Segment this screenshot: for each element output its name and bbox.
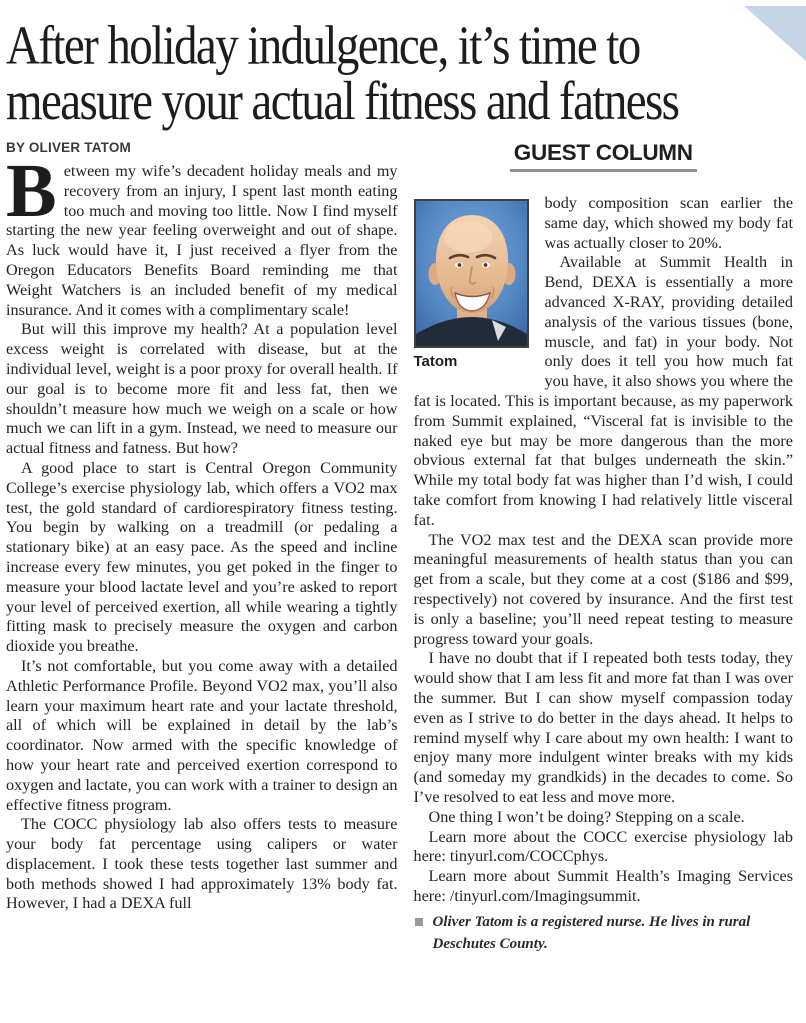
paragraph-11: Learn more about the COCC exercise physiology lab here: tinyurl.com/COCCphys. xyxy=(413,827,793,866)
paragraph-1-text: etween my wife’s decadent holiday meals and my recovery from an injury, I spent last month eating too much and moving too little. Now I find myself starting the new year feeling overweight and out of shape. As luck would have it, I just received a flyer from the Oregon Educators Benefits Board reminding me that Weight Watchers is an included benefit of my medical insurance. And it comes with a complimentary scale! xyxy=(6,162,398,319)
author-bio-text: Oliver Tatom is a registered nurse. He lives in rural Deschutes County. xyxy=(432,913,751,952)
author-bio-note xyxy=(414,911,794,955)
article-headline xyxy=(0,0,806,132)
right-column xyxy=(414,140,794,955)
paragraph-2: But will this improve my health? At a population level excess weight is correlated with disease, but at the individual level, weight is a poor proxy for overall health. If our goal is to become more fit and less fat, then we shouldn’t measure how much we weigh on a scale or how much we can lift in a gym. Instead, we need to measure our actual fitness and fatness. But how? xyxy=(6,320,398,458)
author-photo-block xyxy=(414,199,529,370)
paragraph-10: One thing I won’t be doing? Stepping on a scale. xyxy=(428,807,745,826)
paragraph-12: Learn more about Summit Health’s Imaging Services here: /tinyurl.com/Imagingsummit. xyxy=(413,867,793,905)
paragraph-9: I have no doubt that if I repeated both tests today, they would show that I am less fit and more fat than I was over the summer. But I can show myself compassion today even as I strive to do better in the days ahead. It helps to remind myself why I care about my own health: I want to enjoy many more indulgent winter breaks with my kids (and someday my grandkids) in the decades to come. So I’ve resolved to eat less and move more. xyxy=(413,649,793,806)
square-bullet-icon xyxy=(415,918,423,926)
headline-line-2: measure your actual fitness and fatness xyxy=(6,70,679,133)
left-column xyxy=(6,140,398,955)
paragraph-6: body composition scan earlier the same day, which showed my body fat was actually closer to 20%. xyxy=(544,194,793,252)
headline-line-1: After holiday indulgence, it’s time to xyxy=(6,15,640,77)
guest-column-label: GUEST COLUMN xyxy=(510,140,697,172)
drop-cap: B xyxy=(6,149,57,233)
paragraph-1 xyxy=(6,149,398,320)
portrait-illustration xyxy=(416,201,527,346)
paragraph-5: The COCC physiology lab also offers tests to measure your body fat percentage using calipers or water displacement. I took these tests together last summer and both methods showed I had approximately 13% body fat. However, I had a DEXA full xyxy=(6,815,398,913)
article-columns xyxy=(0,140,806,955)
paragraph-7: Available at Summit Health in Bend, DEXA is essentially a more advanced X-RAY, providing detailed analysis of the various tissues (bone, muscle, and fat) in your body. Not only does it tell you how much fat you have, it also shows you where the fat is located. This is important because, as my paperwork from Summit explained, “Visceral fat is invisible to the naked eye but may be more dangerous than the more obvious external fat that bulges underneath the skin.” While my total body fat was higher than I’d wish, I could take comfort from knowing I had relatively little visceral fat. xyxy=(413,253,793,529)
paragraph-4: It’s not comfortable, but you come away with a detailed Athletic Performance Profile. Beyond VO2 max, you’ll also learn your maximum heart rate and your lactate threshold, all of which will be explained in detail by the lab’s coordinator. Now armed with the specific knowledge of how your heart rate and perceived exertion correspond to oxygen and lactate, you can work with a trainer to design an effective fitness program. xyxy=(6,656,398,814)
byline: BY OLIVER TATOM xyxy=(6,140,132,155)
author-photo xyxy=(414,199,529,348)
photo-caption: Tatom xyxy=(413,353,458,370)
guest-column-header xyxy=(414,140,794,178)
paragraph-8: The VO2 max test and the DEXA scan provide more meaningful measurements of health status than you can get from a scale, but they come at a cost ($186 and $99, respectively) not covered by insurance. And the first test is only a baseline; you’ll need repeat testing to measure progress toward your goals. xyxy=(413,530,793,648)
paragraph-3: A good place to start is Central Oregon Community College’s exercise physiology lab, which offers a VO2 max test, the gold standard of cardiorespiratory fitness testing. You begin by walking on a treadmill (or pedaling a stationary bike) at an easy pace. As the speed and incline increase every few minutes, you get poked in the finger to measure your blood lactate level and you’re asked to report your level of perceived exertion, all while wearing a tightly fitting mask to precisely measure the oxygen and carbon dioxide you breathe. xyxy=(6,458,398,656)
